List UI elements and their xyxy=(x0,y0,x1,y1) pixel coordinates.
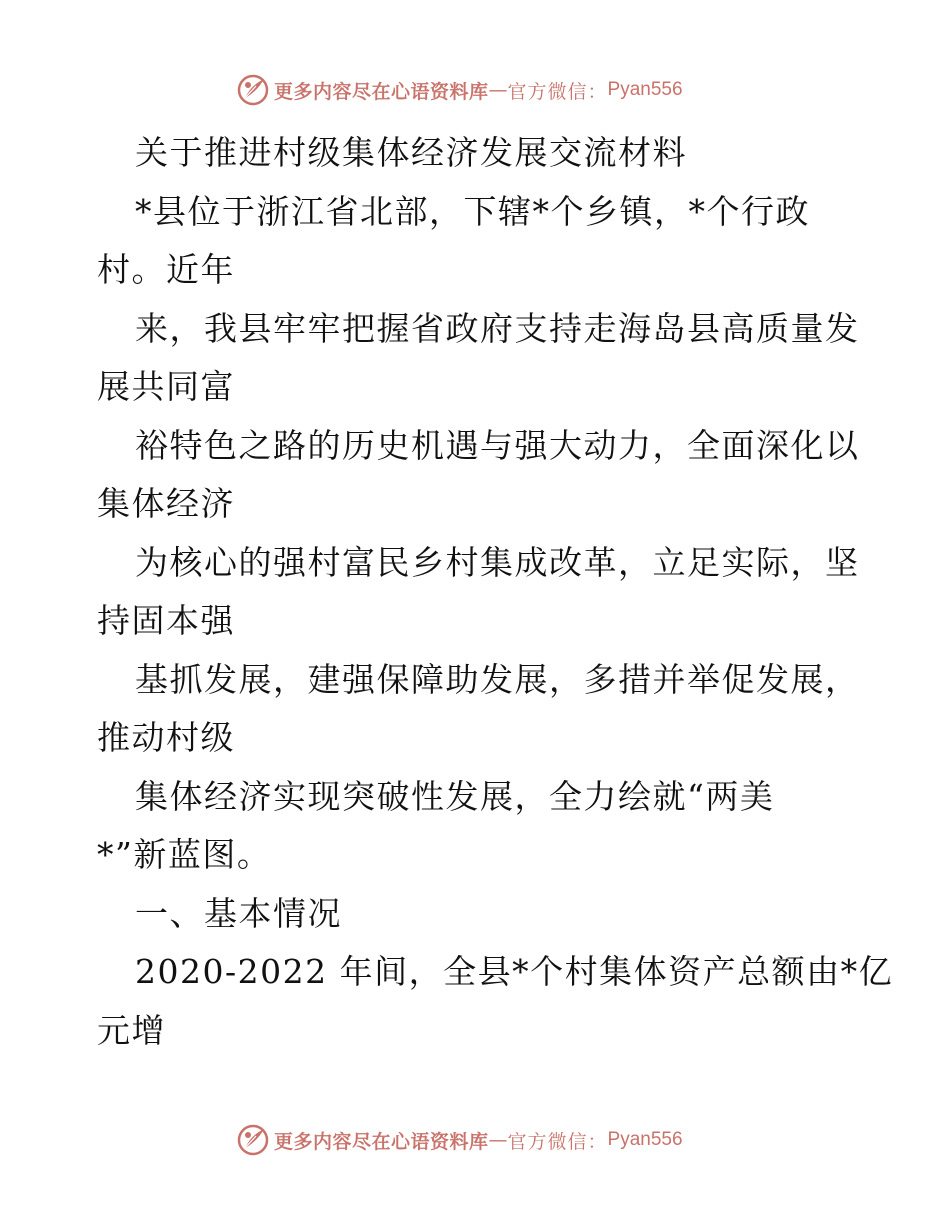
text-line: 裕特色之路的历史机遇与强大动力，全面深化以 xyxy=(135,425,860,465)
text-line: *县位于浙江省北部，下辖*个乡镇，*个行政 xyxy=(135,191,810,231)
text-line: 基抓发展，建强保障助发展，多措并举促发展， xyxy=(135,659,860,699)
watermark-header xyxy=(236,72,683,108)
watermark-wechat-id: Pyan556 xyxy=(607,1129,683,1150)
text-line: 集体经济 xyxy=(97,484,235,523)
feather-pen-logo-icon xyxy=(236,1123,270,1157)
text-line: *”新蓝图。 xyxy=(97,835,272,874)
text-line: 来，我县牢牢把握省政府支持走海岛县高质量发 xyxy=(135,308,860,348)
watermark-official-label: 官方微信： xyxy=(507,1130,608,1153)
watermark-brand: 更多内容尽在心语资料库 xyxy=(274,1130,489,1153)
text-line: 元增 xyxy=(97,1010,166,1050)
text-line: 展共同富 xyxy=(97,367,235,406)
text-line: 2020-2022 年间，全县*个村集体资产总额由*亿 xyxy=(135,952,894,991)
watermark-official-label: 官方微信： xyxy=(507,80,608,103)
text-line: 持固本强 xyxy=(97,601,235,640)
watermark-footer xyxy=(236,1122,683,1158)
document-title: 关于推进村级集体经济发展交流材料 xyxy=(135,133,687,172)
watermark-wechat-id: Pyan556 xyxy=(607,79,683,100)
text-line: 集体经济实现突破性发展，全力绘就“两美 xyxy=(135,776,775,816)
text-line: 为核心的强村富民乡村集成改革，立足实际，坚 xyxy=(135,542,860,582)
document-body xyxy=(97,124,894,1060)
watermark-dash: — xyxy=(488,1129,508,1151)
text-line: 村。近年 xyxy=(97,250,235,289)
watermark-dash: — xyxy=(488,79,508,101)
section-heading: 一、基本情况 xyxy=(135,893,342,933)
watermark-brand: 更多内容尽在心语资料库 xyxy=(274,80,489,103)
text-line: 推动村级 xyxy=(97,718,235,757)
feather-pen-logo-icon xyxy=(236,73,270,107)
